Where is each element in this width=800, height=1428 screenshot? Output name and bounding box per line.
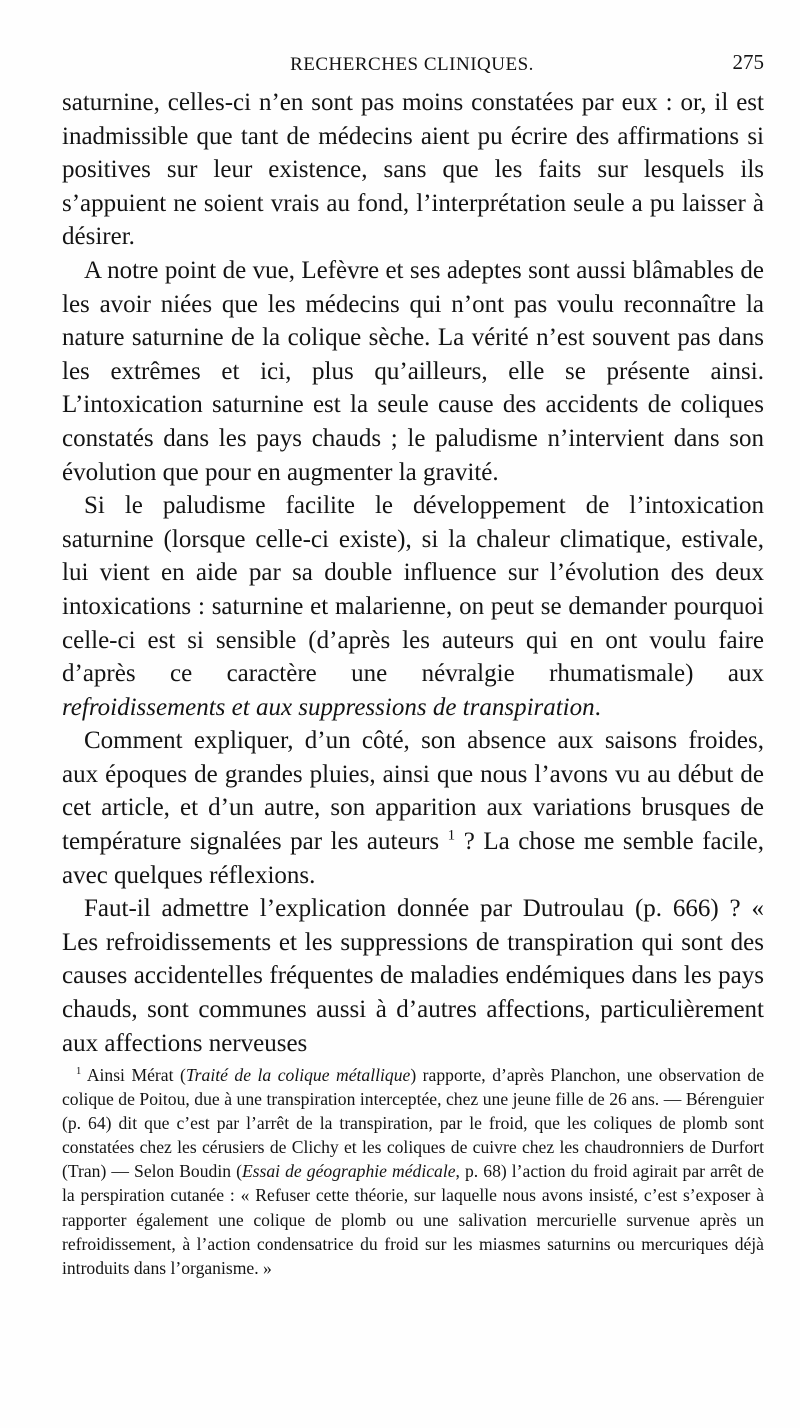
footnote-1 (62, 1063, 764, 1280)
page-header (62, 50, 762, 80)
footnote-text-1: Ainsi Mérat ( (81, 1065, 186, 1085)
paragraph-3-end: . (594, 693, 601, 721)
paragraph-4-end: ? La chose me semble facile, avec quelques réflexions. (62, 828, 764, 889)
paragraph-4-text: Comment expliquer, d’un côté, son absence aux saisons froides, aux époques de grandes pluies, ainsi que nous l’avons vu au début de cet article, et d’un autre, son apparition aux variations brusques de température signalées par les auteurs (62, 727, 764, 856)
footnote-reference[interactable]: 1 (447, 827, 456, 844)
paragraph-5: Faut-il admettre l’explication donnée par Dutroulau (p. 666) ? « Les refroidissements et les suppressions de transpiration qui sont des causes accidentelles fréquentes de maladies endémiques dans les pays chauds, sont communes aussi à d’autres affections, particulièrement aux affections nerveuses (62, 895, 764, 1057)
page-number: 275 (732, 50, 764, 74)
footnote-title-1: Traité de la colique métallique (185, 1065, 411, 1085)
paragraph-3 (62, 489, 764, 724)
paragraph-4 (62, 724, 764, 892)
footnote-text-2: ) rapporte, d’après Planchon, une observation de colique de Poitou, due à une transpiration interceptée, chez une jeune fille de 26 ans. — Bérenguier (p. 64) dit que c’est par l’arrêt de la transpiration, par le froid, que les coliques de plomb sont constatées chez les cérusiers de Clichy et les coliques de cuivre chez les chaudronniers de Durfort (Tran) — Selon Boudin ( (62, 1065, 765, 1182)
running-head: RECHERCHES CLINIQUES. (290, 54, 534, 75)
paragraph-3-text: Si le paludisme facilite le développement de l’intoxication saturnine (lorsque celle-ci existe), si la chaleur climatique, estivale, lui vient en aide par sa double influence sur l’évolution des deux intoxications : saturnine et malarienne, on peut se demander pourquoi celle-ci est si sensible (d’après les auteurs qui en ont voulu faire d’après ce caractère une névralgie rhumatismale) aux (62, 492, 764, 688)
paragraph-3-italic: refroidissements et aux suppressions de transpiration (62, 693, 595, 721)
paragraph-1: saturnine, celles-ci n’en sont pas moins constatées par eux : or, il est inadmissible que tant de médecins aient pu écrire des affirmations si positives sur leur existence, sans que les faits sur lesquels ils s’appuient ne soient vrais au fond, l’interprétation seule a pu laisser à désirer. (62, 89, 764, 251)
main-text (62, 86, 764, 1060)
footnotes (62, 1063, 764, 1280)
footnote-marker: 1 (76, 1066, 82, 1078)
footnote-text-3: , p. 68) l’action du froid agirait par arrêt de la perspiration cutanée : « Refuser cette théorie, sur laquelle nous avons insisté, c’est s’exposer à rapporter également une colique de plomb ou une salivation mercurielle survenue après un refroidissement, à l’action condensatrice du froid sur les miasmes saturnins ou mercuriques déjà introduits dans l’organisme. » (62, 1161, 764, 1278)
paragraph-2: A notre point de vue, Lefèvre et ses adeptes sont aussi blâmables de les avoir niées que les médecins qui n’ont pas voulu reconnaître la nature saturnine de la colique sèche. La vérité n’est souvent pas dans les extrêmes et ici, plus qu’ailleurs, elle se présente ainsi. L’intoxication saturnine est la seule cause des accidents de coliques constatés dans les pays chauds ; le paludisme n’intervient dans son évolution que pour en augmenter la gravité. (62, 256, 764, 486)
footnote-title-2: Essai de géographie médicale (241, 1161, 456, 1182)
